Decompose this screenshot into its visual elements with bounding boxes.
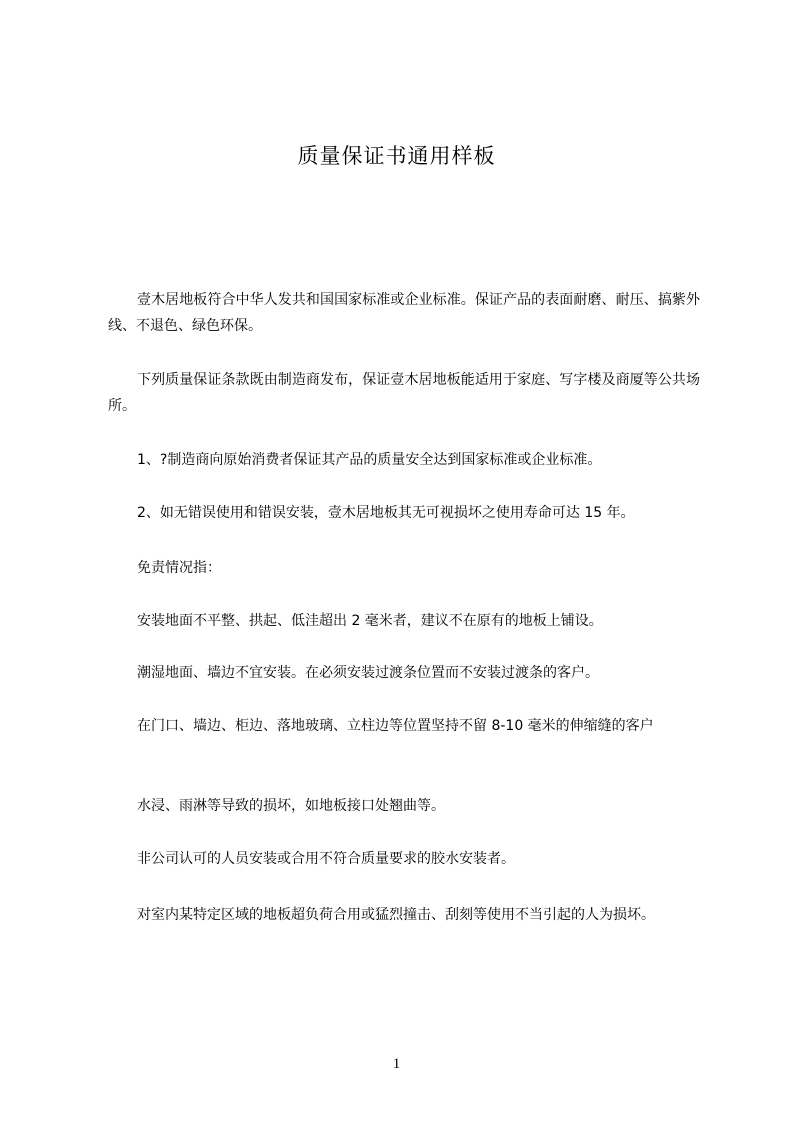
paragraph-exemption-expansion-gap: 在门口、墙边、柜边、落地玻璃、立柱边等位置坚持不留 8-10 毫米的伸缩缝的客户 [137,718,654,734]
paragraph-exemptions-heading: 免责情况指： [137,560,221,576]
paragraph-exemption-damp-floor: 潮湿地面、墙边不宜安装。在必须安装过渡条位置而不安装过渡条的客户。 [137,665,599,681]
page-number: 1 [392,1056,401,1072]
paragraph-exemption-unauthorized-install: 非公司认可的人员安装或合用不符合质量要求的胶水安装者。 [137,851,515,867]
paragraph-exemption-misuse: 对室内某特定区域的地板超负荷合用或猛烈撞击、刮刻等使用不当引起的人为损坏。 [137,907,655,923]
paragraph-exemption-water-damage: 水浸、雨淋等导致的损坏，如地板接口处翘曲等。 [137,798,445,814]
paragraph-scope: 下列质量保证条款既由制造商发布，保证壹木居地板能适用于家庭、写字楼及商厦等公共场所。 [108,372,700,414]
page-title: 质量保证书通用样板 [297,144,496,168]
paragraph-clause-1: 1、?制造商向原始消费者保证其产品的质量安全达到国家标准或企业标准。 [137,452,602,468]
paragraph-exemption-uneven-floor: 安装地面不平整、拱起、低洼超出 2 毫米者，建议不在原有的地板上铺设。 [137,613,603,629]
paragraph-clause-2: 2、如无错误使用和错误安装，壹木居地板其无可视损坏之使用寿命可达 15 年。 [137,505,635,521]
paragraph-intro: 壹木居地板符合中华人发共和国国家标准或企业标准。保证产品的表面耐磨、耐压、搞紫外线、不退色、绿色环保。 [108,292,700,334]
